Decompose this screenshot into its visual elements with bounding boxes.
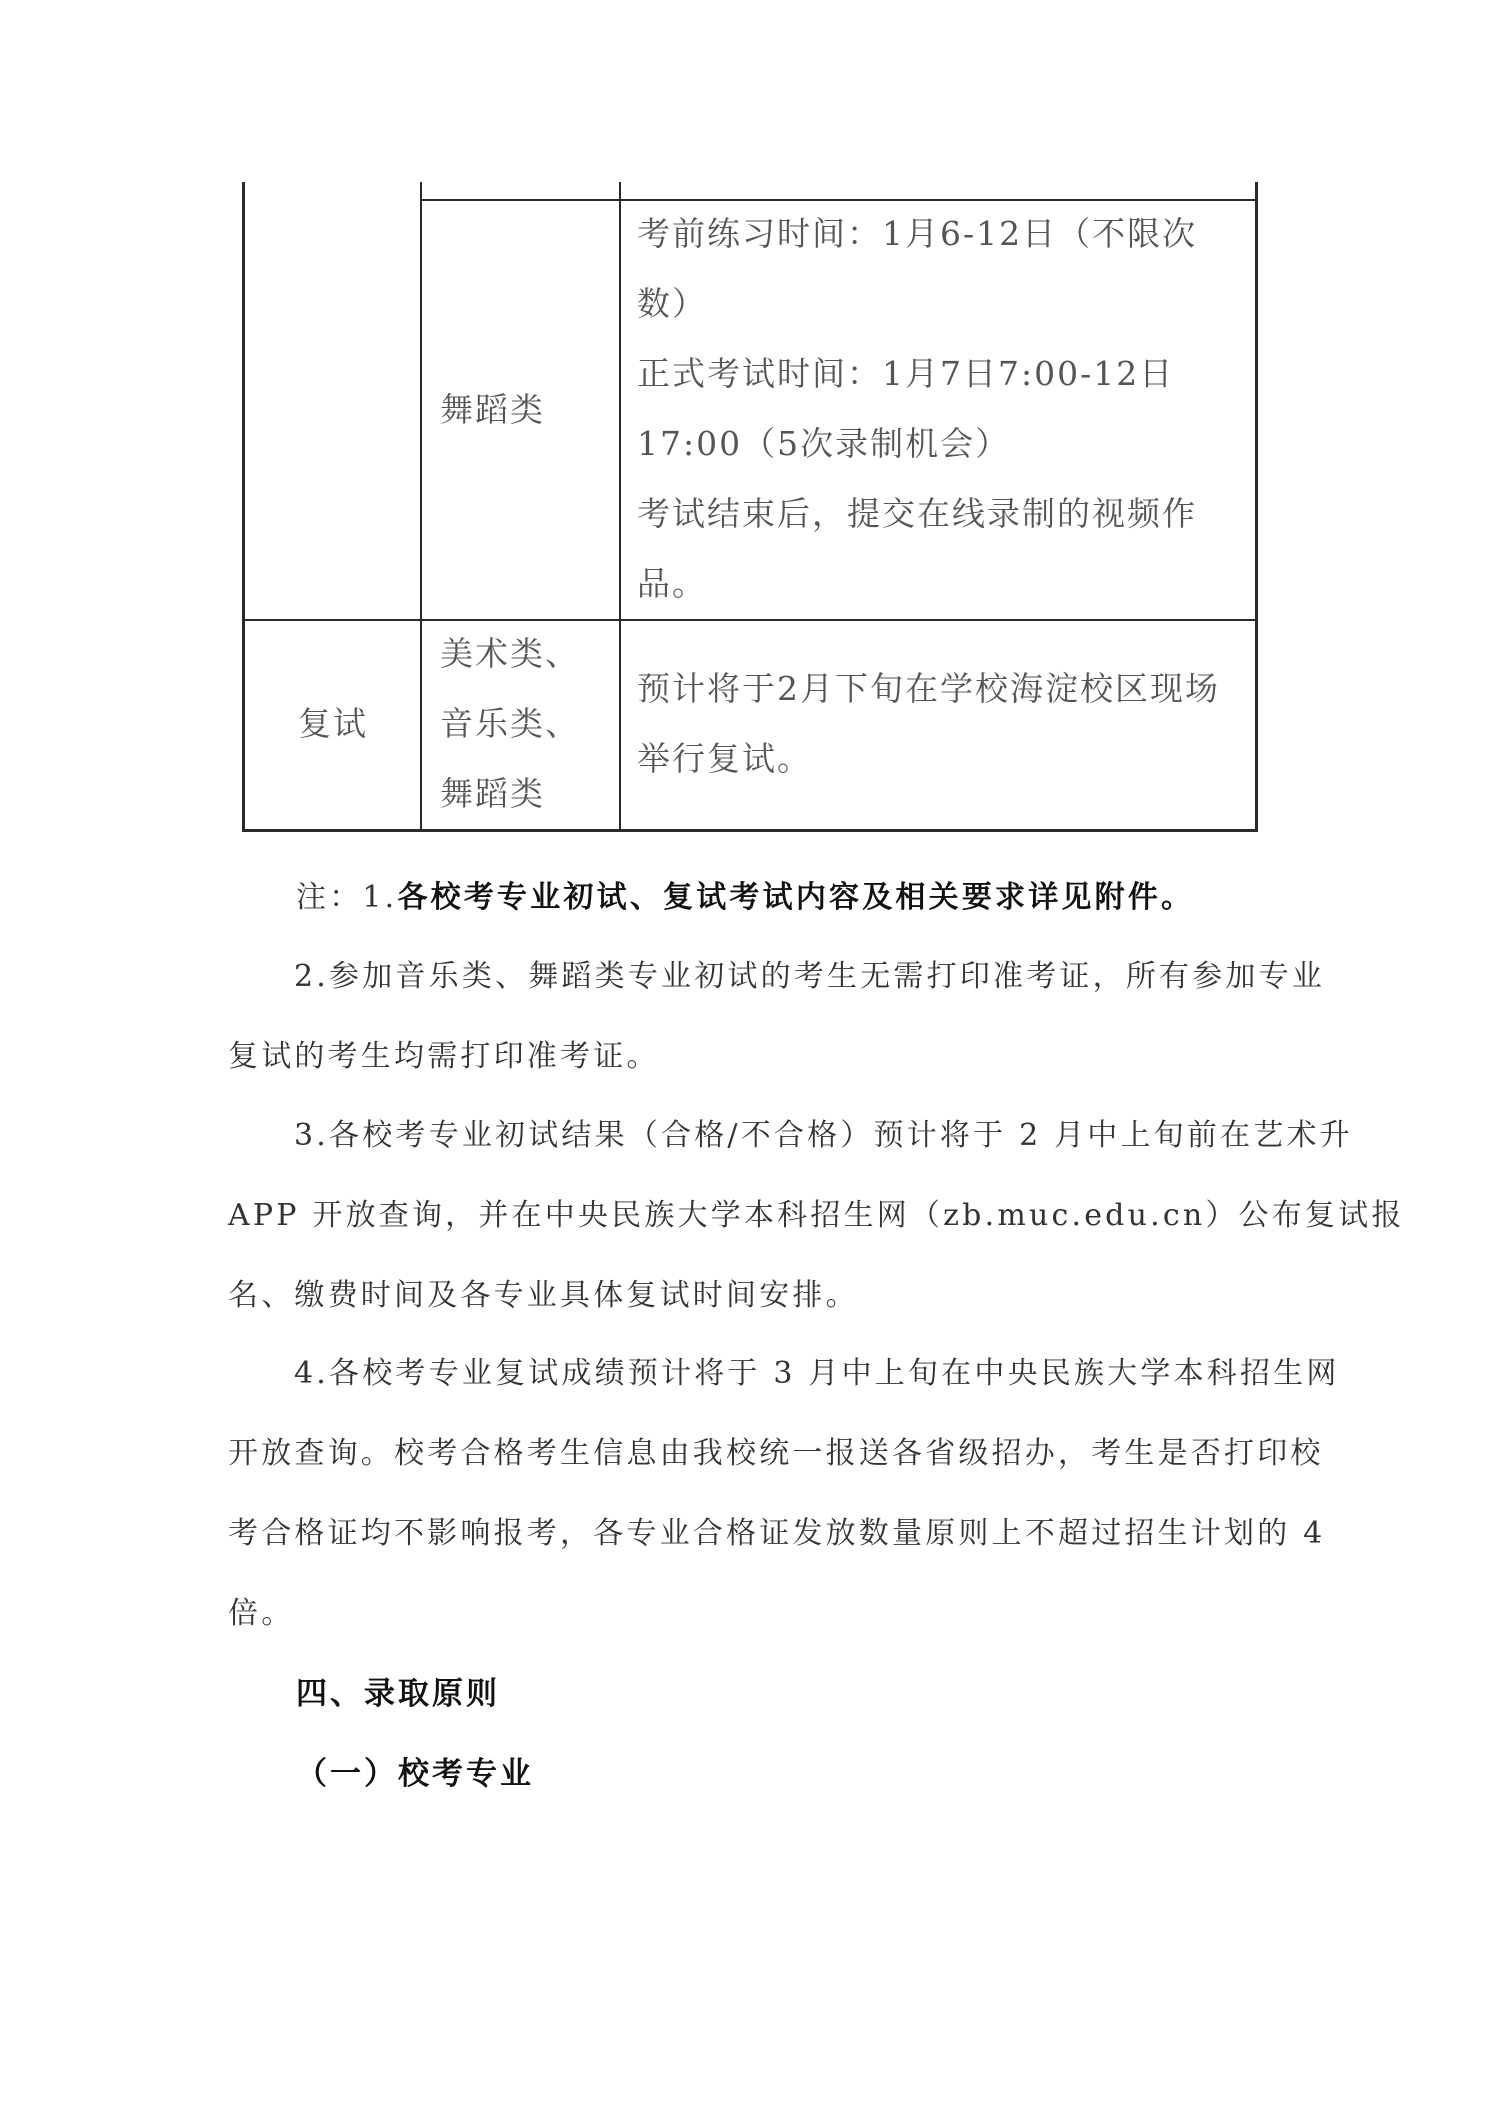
- note-line: 名、缴费时间及各专业具体复试时间安排。: [228, 1278, 859, 1313]
- table-border-bottom: [242, 829, 1258, 832]
- category-label: 美术类、: [440, 634, 580, 673]
- note-line: 倍。: [228, 1596, 295, 1631]
- note-3: [228, 1096, 1405, 1336]
- note-line: 4.各校考专业复试成绩预计将于 3 月中上旬在中央民族大学本科招生网: [294, 1356, 1340, 1391]
- schedule-line: 17:00（5次录制机会）: [637, 424, 1011, 463]
- table-border-left: [242, 182, 245, 832]
- schedule-line: 举行复试。: [637, 739, 812, 778]
- note-line: 2.参加音乐类、舞蹈类专业初试的考生无需打印准考证，所有参加专业: [294, 959, 1326, 994]
- table-border-col2: [619, 182, 621, 832]
- schedule-line: 考试结束后，提交在线录制的视频作: [637, 494, 1197, 533]
- category-label: 舞蹈类: [440, 390, 545, 429]
- section-subheading: （一）校考专业: [296, 1756, 534, 1792]
- category-label: 舞蹈类: [440, 774, 545, 813]
- retest-categories-cell: [440, 619, 580, 829]
- retest-stage-cell: [298, 689, 368, 759]
- note-4: [228, 1334, 1340, 1654]
- section-heading: 四、录取原则: [296, 1676, 500, 1712]
- dance-schedule-cell: [637, 199, 1197, 619]
- note-2: [228, 937, 1326, 1097]
- schedule-line: 数）: [637, 284, 707, 323]
- note-line: 开放查询。校考合格考生信息由我校统一报送各省级招办，考生是否打印校: [228, 1436, 1324, 1471]
- note-line: APP 开放查询，并在中央民族大学本科招生网（zb.muc.edu.cn）公布复试报: [228, 1198, 1405, 1233]
- note-line: 复试的考生均需打印准考证。: [228, 1039, 660, 1074]
- note-1-text: 各校考专业初试、复试考试内容及相关要求详见附件。: [397, 880, 1195, 915]
- note-1-prefix: 注：1.: [296, 880, 398, 915]
- schedule-line: 考前练习时间：1月6-12日（不限次: [637, 214, 1198, 253]
- table-border-right: [1255, 182, 1258, 832]
- note-1: [228, 858, 1288, 938]
- retest-schedule-cell: [637, 654, 1220, 794]
- table-border-col1: [420, 182, 422, 832]
- table-border-row-mid: [242, 619, 1258, 621]
- dance-category-cell: [440, 375, 545, 445]
- schedule-line: 品。: [637, 564, 707, 603]
- schedule-line: 预计将于2月下旬在学校海淀校区现场: [637, 669, 1220, 708]
- category-label: 音乐类、: [440, 704, 580, 743]
- exam-schedule-table: [242, 182, 1258, 832]
- note-line: 考合格证均不影响报考，各专业合格证发放数量原则上不超过招生计划的 4: [228, 1516, 1326, 1551]
- note-line: 3.各校考专业初试结果（合格/不合格）预计将于 2 月中上旬前在艺术升: [294, 1118, 1353, 1153]
- stage-label: 复试: [298, 704, 368, 743]
- schedule-line: 正式考试时间：1月7日7:00-12日: [637, 354, 1175, 393]
